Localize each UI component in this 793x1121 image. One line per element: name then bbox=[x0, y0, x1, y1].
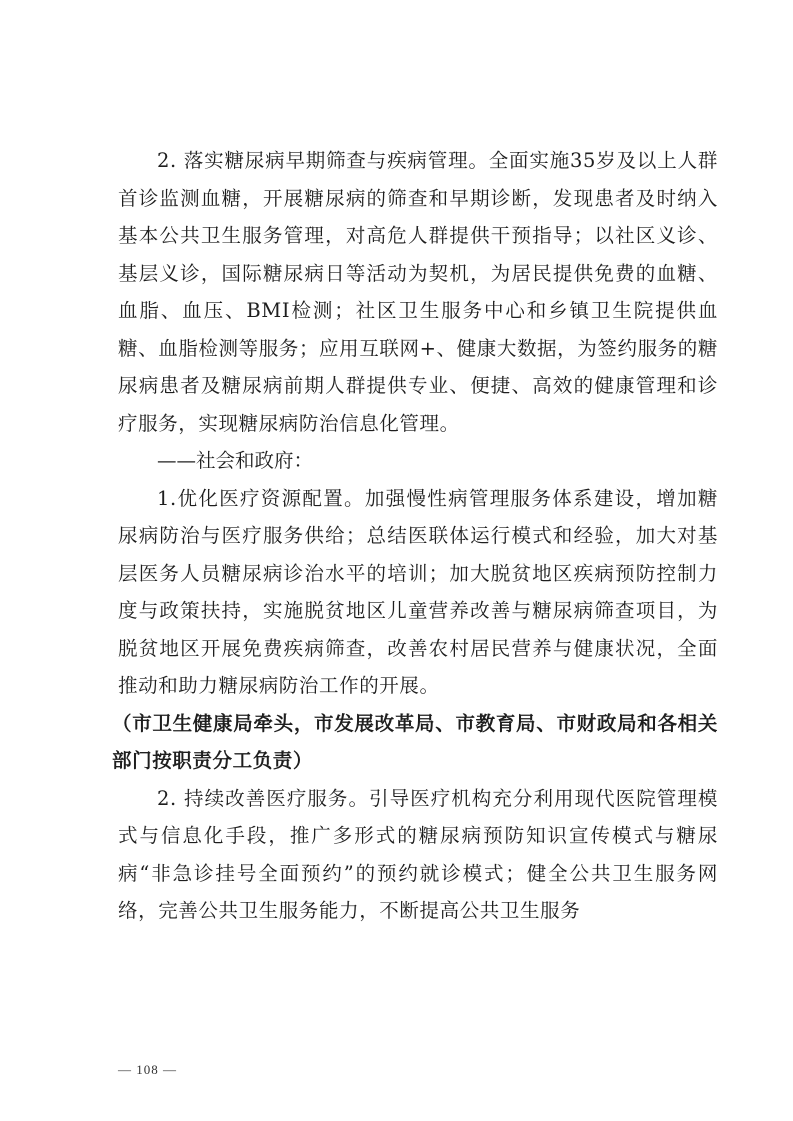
responsibility-note: （市卫生健康局牵头，市发展改革局、市教育局、市财政局和各相关部门按职责分工负责） bbox=[112, 711, 718, 772]
page-number: — 108 — bbox=[118, 1062, 177, 1077]
paragraph-medical-resources: 1.优化医疗资源配置。加强慢性病管理服务体系建设，增加糖尿病防治与医疗服务供给；总结医联体运行模式和经验，加大对基层医务人员糖尿病诊治水平的培训；加大脱贫地区疾病预防控制力度与政策扶持，实施脱贫地区儿童营养改善与糖尿病筛查项目，为脱贫地区开展免费疾病筛查，改善农村居民营养与健康状况，全面推动和助力糖尿病防治工作的开展。 bbox=[118, 486, 718, 697]
section-heading-society-government: ——社会和政府： bbox=[157, 449, 314, 472]
paragraph-diabetes-screening: 2. 落实糖尿病早期筛查与疾病管理。全面实施35岁及以上人群首诊监测血糖，开展糖尿病的筛查和早期诊断，发现患者及时纳入基本公共卫生服务管理，对高危人群提供干预指导；以社区义诊、基层义诊，国际糖尿病日等活动为契机，为居民提供免费的血糖、血脂、血压、BMI检测；社区卫生服务中心和乡镇卫生院提供血糖、血脂检测等服务；应用互联网+、健康大数据，为签约服务的糖尿病患者及糖尿病前期人群提供专业、便捷、高效的健康管理和诊疗服务，实现糖尿病防治信息化管理。 bbox=[118, 149, 718, 435]
body-text bbox=[112, 142, 718, 930]
paragraph-medical-services: 2. 持续改善医疗服务。引导医疗机构充分利用现代医院管理模式与信息化手段，推广多形式的糖尿病预防知识宣传模式与糖尿病“非急诊挂号全面预约”的预约就诊模式；健全公共卫生服务网络，完善公共卫生服务能力，不断提高公共卫生服务 bbox=[118, 786, 718, 922]
